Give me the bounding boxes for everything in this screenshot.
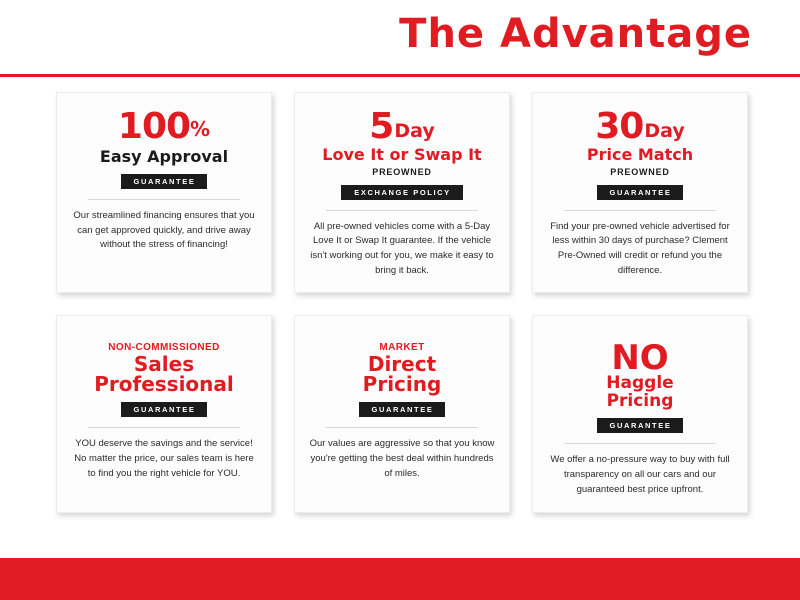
advantage-card-swap-it: [294, 92, 510, 293]
footer-bar: [0, 558, 800, 600]
card-divider: [326, 210, 479, 211]
page-title: The Advantage: [399, 11, 752, 57]
card-body: Find your pre-owned vehicle advertised for less within 30 days of purchase? Clement Pre-Owned will credit or refund you the difference.: [550, 220, 730, 276]
card-subtitle-secondary: PREOWNED: [610, 166, 670, 177]
advantage-card-easy-approval: [56, 92, 272, 293]
card-eyebrow: MARKET: [379, 342, 425, 354]
card-title-line1: Haggle: [606, 372, 674, 393]
card-headline: [117, 106, 211, 147]
card-body: YOU deserve the savings and the service! No matter the price, our sales team is here to find you the right vehicle for YOU.: [74, 438, 254, 479]
card-title-line1: Direct: [367, 352, 437, 377]
card-title-line2: Professional: [94, 372, 234, 397]
card-divider: [564, 443, 717, 444]
card-body: Our values are aggressive so that you know you're getting the best deal within hundreds of miles.: [309, 438, 495, 479]
card-number: 30: [595, 106, 644, 147]
card-subtitle: Price Match: [586, 145, 694, 164]
card-badge: GUARANTEE: [121, 402, 208, 417]
card-badge: GUARANTEE: [359, 402, 446, 417]
advantage-card-direct-pricing: [294, 315, 510, 512]
card-headline-word: NO: [611, 338, 669, 379]
card-badge: GUARANTEE: [121, 174, 208, 189]
advantage-card-sales-professional: [56, 315, 272, 512]
card-badge: EXCHANGE POLICY: [341, 185, 463, 200]
card-subtitle-secondary: PREOWNED: [372, 166, 432, 177]
card-headline: [369, 106, 435, 147]
card-number-suffix: %: [190, 117, 211, 141]
card-number-suffix: Day: [394, 120, 435, 142]
card-body: Our streamlined financing ensures that you can get approved quickly, and drive away without the stress of financing!: [73, 210, 255, 251]
card-divider: [88, 199, 241, 200]
card-badge: GUARANTEE: [597, 418, 684, 433]
card-body: We offer a no-pressure way to buy with full transparency on all our cars and our guaranteed best price upfront.: [550, 454, 730, 495]
card-eyebrow: NON-COMMISSIONED: [108, 342, 220, 354]
card-number: 100: [117, 106, 191, 147]
card-divider: [88, 427, 241, 428]
card-title-line2: Pricing: [606, 390, 674, 411]
card-title-line2: Pricing: [362, 372, 442, 397]
card-divider: [326, 427, 479, 428]
card-subtitle: Love It or Swap It: [322, 145, 482, 164]
advantage-card-no-haggle: [532, 315, 748, 512]
card-number-suffix: Day: [644, 120, 685, 142]
header-divider: [0, 74, 800, 77]
card-subtitle: Easy Approval: [99, 147, 229, 166]
card-number: 5: [369, 106, 394, 147]
card-badge: GUARANTEE: [597, 185, 684, 200]
card-headline: [595, 106, 685, 147]
advantage-card-grid: [56, 92, 748, 513]
card-title-line1: Sales: [133, 352, 195, 377]
card-divider: [564, 210, 717, 211]
advantage-card-price-match: [532, 92, 748, 293]
card-body: All pre-owned vehicles come with a 5-Day Love It or Swap It guarantee. If the vehicle isn't working out for you, we make it easy to bring it back.: [310, 220, 494, 276]
